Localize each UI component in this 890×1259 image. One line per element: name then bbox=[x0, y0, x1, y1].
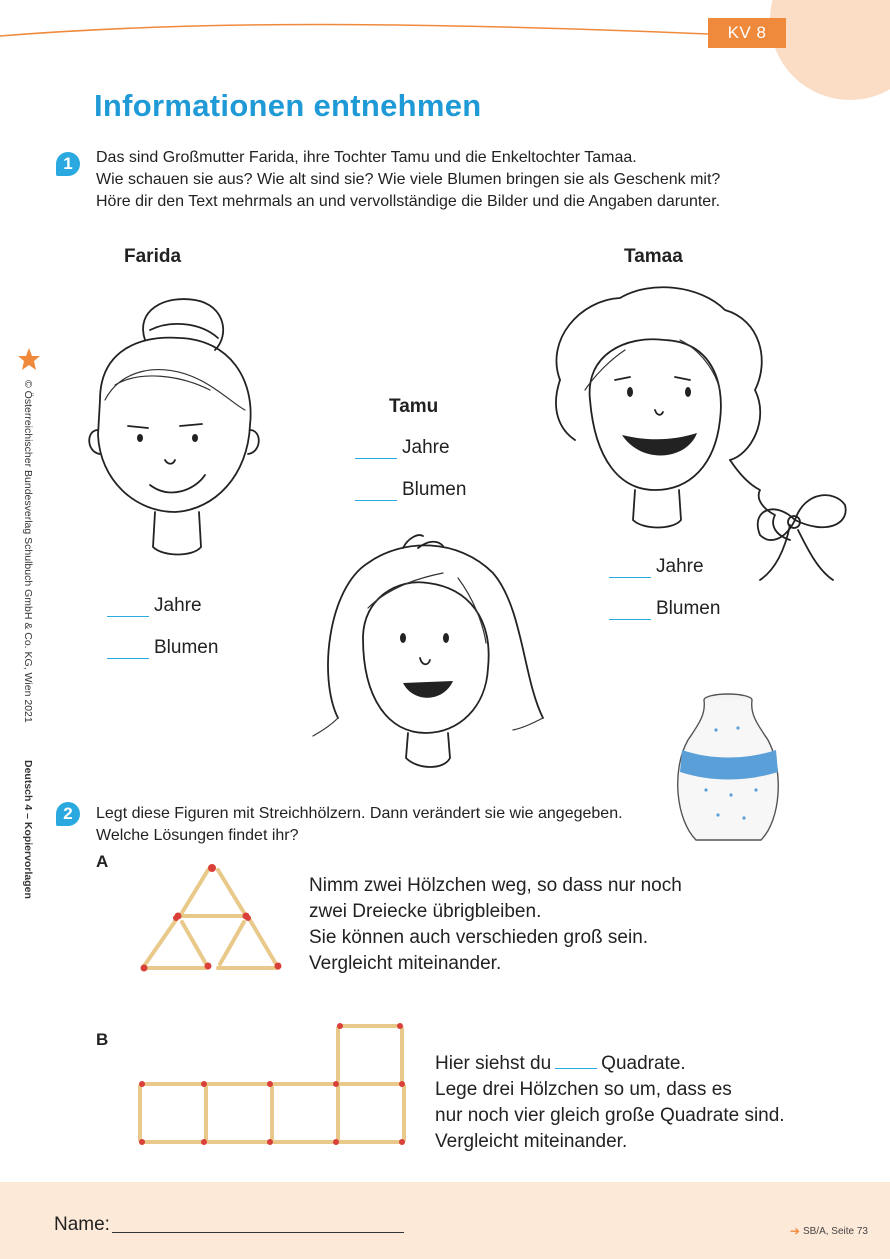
task-1-line: Höre dir den Text mehrmals an und vervollständige die Bilder und die Angaben darunter. bbox=[96, 193, 721, 210]
task-1-number: 1 bbox=[56, 152, 80, 176]
farida-age-label: Jahre bbox=[154, 595, 202, 616]
tamu-flowers-blank[interactable] bbox=[355, 483, 397, 501]
part-b-letter: B bbox=[96, 1030, 109, 1049]
part-b-line-1-start: Hier siehst du bbox=[435, 1053, 552, 1074]
farida-age-field[interactable] bbox=[107, 595, 202, 617]
matchstick-triangles bbox=[136, 862, 296, 972]
part-b-line: Lege drei Hölzchen so um, dass es bbox=[435, 1079, 732, 1100]
tamu-flowers-label: Blumen bbox=[402, 479, 467, 500]
publisher-logo-icon bbox=[16, 346, 42, 372]
corner-decoration bbox=[770, 0, 890, 100]
farida-drawing bbox=[80, 290, 280, 570]
task-2-instructions bbox=[96, 803, 623, 847]
part-b-line-1 bbox=[435, 1051, 785, 1077]
tamaa-flowers-field[interactable] bbox=[609, 598, 720, 620]
farida-flowers-label: Blumen bbox=[154, 637, 219, 658]
tamaa-age-field[interactable] bbox=[609, 556, 704, 578]
tamaa-drawing bbox=[540, 280, 870, 600]
tamaa-flowers-blank[interactable] bbox=[609, 602, 651, 620]
part-a-line: zwei Dreiecke übrigbleiben. bbox=[309, 901, 542, 922]
farida-age-blank[interactable] bbox=[107, 599, 149, 617]
name-input-line[interactable] bbox=[112, 1232, 404, 1233]
task-1-line: Das sind Großmutter Farida, ihre Tochter Tamu und die Enkeltochter Tamaa. bbox=[96, 149, 637, 166]
task-1-instructions bbox=[96, 147, 720, 213]
part-a-line: Sie können auch verschieden groß sein. bbox=[309, 927, 649, 948]
part-a-line: Vergleicht miteinander. bbox=[309, 953, 502, 974]
tamaa-flowers-label: Blumen bbox=[656, 598, 721, 619]
part-a-instructions bbox=[309, 873, 682, 977]
vase-illustration bbox=[676, 690, 786, 850]
arrow-right-icon: ➔ bbox=[789, 1224, 800, 1238]
name-label: Name: bbox=[54, 1214, 110, 1235]
part-a-line: Nimm zwei Hölzchen weg, so dass nur noch bbox=[309, 875, 682, 896]
tamu-flowers-field[interactable] bbox=[355, 479, 466, 501]
tamu-age-blank[interactable] bbox=[355, 441, 397, 459]
tamu-age-label: Jahre bbox=[402, 437, 450, 458]
squares-count-blank[interactable] bbox=[555, 1051, 597, 1069]
part-a-letter: A bbox=[96, 852, 109, 871]
page-title: Informationen entnehmen bbox=[94, 88, 482, 123]
part-b-line: Vergleicht miteinander. bbox=[435, 1131, 628, 1152]
farida-flowers-blank[interactable] bbox=[107, 641, 149, 659]
footer bbox=[0, 1182, 890, 1259]
farida-name: Farida bbox=[124, 246, 182, 267]
kv-badge: KV 8 bbox=[708, 18, 786, 48]
part-b-line: nur noch vier gleich große Quadrate sind. bbox=[435, 1105, 785, 1126]
book-title: Deutsch 4 – Kopiervorlagen bbox=[22, 760, 34, 899]
tamu-age-field[interactable] bbox=[355, 437, 450, 459]
page-reference bbox=[790, 1224, 868, 1238]
page-reference-text: SB/A, Seite 73 bbox=[802, 1225, 868, 1237]
tamu-drawing bbox=[308, 528, 548, 778]
copyright-text: © Österreichischer Bundesverlag Schulbuch GmbH & Co. KG, Wien 2021 bbox=[22, 380, 34, 723]
task-2-line: Welche Lösungen findet ihr? bbox=[96, 827, 299, 844]
farida-flowers-field[interactable] bbox=[107, 637, 218, 659]
task-1-line: Wie schauen sie aus? Wie alt sind sie? Wie viele Blumen bringen sie als Geschenk mit? bbox=[96, 171, 721, 188]
tamaa-name: Tamaa bbox=[624, 246, 683, 267]
task-2-number: 2 bbox=[56, 802, 80, 826]
part-b-line-1-end: Quadrate. bbox=[601, 1053, 686, 1074]
tamu-name: Tamu bbox=[389, 396, 439, 417]
task-2-line: Legt diese Figuren mit Streichhölzern. Dann verändert sie wie angegeben. bbox=[96, 805, 623, 822]
matchstick-squares bbox=[134, 1020, 414, 1150]
tamaa-age-blank[interactable] bbox=[609, 560, 651, 578]
part-b-instructions bbox=[435, 1051, 785, 1155]
tamaa-age-label: Jahre bbox=[656, 556, 704, 577]
